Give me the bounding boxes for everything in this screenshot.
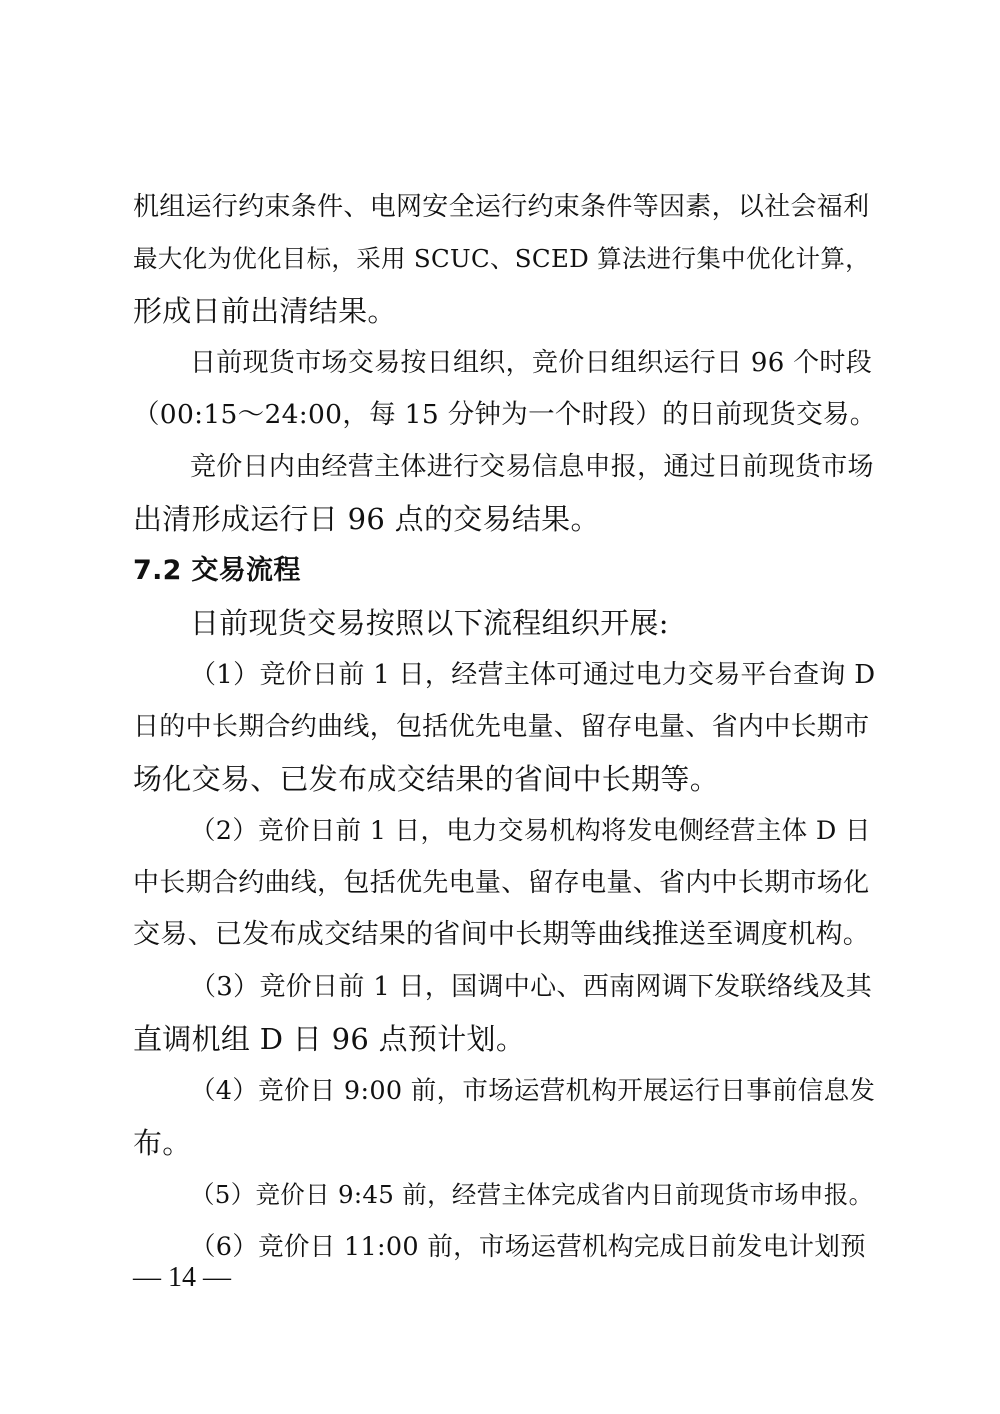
list-item-4-line: 布。: [133, 1126, 192, 1160]
list-item-1-line: 场化交易、已发布成交结果的省间中长期等。: [133, 762, 720, 796]
paragraph-first-line: 日前现货市场交易按日组织，竞价日组织运行日 96 个时段: [190, 348, 873, 378]
list-item-2-line: 交易、已发布成交结果的省间中长期等曲线推送至调度机构。: [133, 919, 871, 950]
body-text-line: 机组运行约束条件、电网安全运行约束条件等因素，以社会福利: [133, 192, 870, 222]
body-text-line: 最大化为优化目标，采用 SCUC、SCED 算法进行集中优化计算，: [133, 244, 870, 273]
list-item-1-line: 日的中长期合约曲线，包括优先电量、留存电量、省内中长期市: [133, 712, 870, 742]
paragraph-first-line: 竞价日内由经营主体进行交易信息申报，通过日前现货市场: [190, 452, 874, 482]
body-text-line: （00:15～24:00，每 15 分钟为一个时段）的日前现货交易。: [133, 399, 877, 430]
list-item-3-line: 直调机组 D 日 96 点预计划。: [133, 1022, 526, 1056]
page-number: — 14 —: [133, 1262, 231, 1293]
body-text-line: 出清形成运行日 96 点的交易结果。: [133, 502, 600, 536]
list-item-1-line: （1）竞价日前 1 日，经营主体可通过电力交易平台查询 D: [190, 660, 876, 690]
list-item-6-line: （6）竞价日 11:00 前，市场运营机构完成日前发电计划预: [190, 1232, 866, 1262]
list-item-2-line: 中长期合约曲线，包括优先电量、留存电量、省内中长期市场化: [133, 868, 870, 898]
list-item-5-line: （5）竞价日 9:45 前，经营主体完成省内日前现货市场申报。: [190, 1180, 874, 1209]
list-item-2-line: （2）竞价日前 1 日，电力交易机构将发电侧经营主体 D 日: [190, 816, 871, 846]
paragraph-first-line: 日前现货交易按照以下流程组织开展:: [190, 606, 669, 640]
list-item-4-line: （4）竞价日 9:00 前，市场运营机构开展运行日事前信息发: [190, 1076, 876, 1106]
body-text-line: 形成日前出清结果。: [133, 294, 397, 328]
list-item-3-line: （3）竞价日前 1 日，国调中心、西南网调下发联络线及其: [190, 972, 873, 1002]
section-heading: 7.2 交易流程: [133, 555, 301, 586]
